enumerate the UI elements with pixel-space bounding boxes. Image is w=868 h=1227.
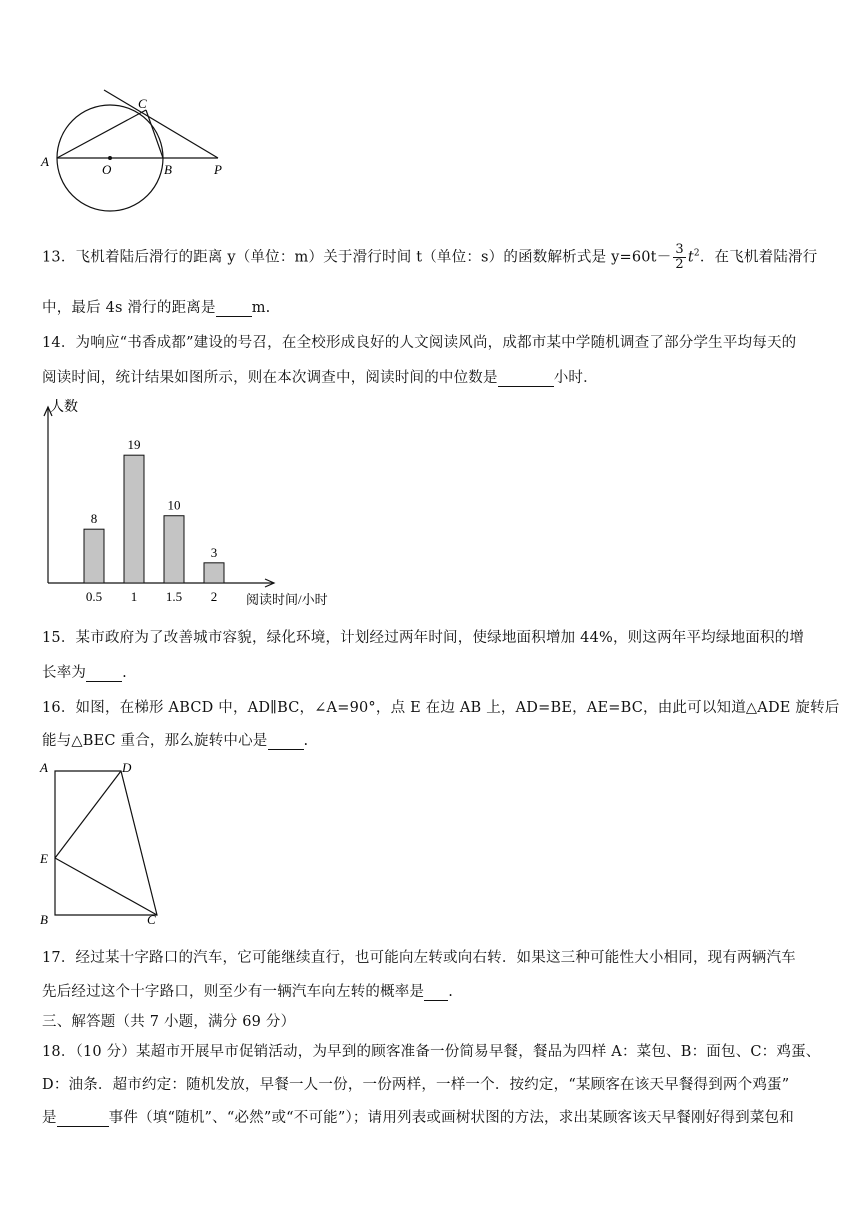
q15-line1	[42, 626, 804, 647]
answer-blank	[86, 667, 122, 682]
fraction-numerator: 3	[675, 242, 684, 257]
label-a: A	[41, 154, 49, 169]
label-c: C	[147, 912, 156, 927]
answer-blank	[424, 986, 448, 1001]
chord-ac	[57, 110, 146, 158]
answer-blank	[498, 372, 554, 387]
answer-blank	[57, 1112, 109, 1127]
label-p: P	[214, 162, 222, 177]
circle-tangent-figure	[38, 88, 238, 218]
x-tick-label: 1	[130, 589, 138, 604]
q17-text-c: .	[448, 984, 454, 1000]
q13-text-a: 13．飞机着陆后滑行的距离 y（单位：m）关于滑行时间 t（单位：s）的函数解析式是 y=60t－	[42, 249, 672, 266]
x-tick-label: 0.5	[85, 589, 103, 604]
label-a: A	[40, 760, 48, 775]
q18-line2	[42, 1073, 789, 1094]
section-heading-text: 三、解答题（共 7 小题，满分 69 分）	[42, 1014, 296, 1030]
q18-line1	[42, 1040, 821, 1061]
bar	[124, 455, 144, 583]
trapezoid-figure	[36, 756, 166, 931]
q15-text-c: .	[122, 665, 127, 681]
q18-line3	[42, 1106, 794, 1127]
bar	[204, 563, 224, 583]
x-axis-label: 阅读时间/小时	[246, 592, 328, 607]
q13-text-c: 中，最后 4s 滑行的距离是	[42, 300, 216, 316]
answer-blank	[216, 302, 252, 317]
q13-text-d: m.	[251, 300, 271, 316]
q17-line2	[42, 980, 453, 1001]
variable-t: t	[687, 249, 694, 266]
fraction	[673, 243, 685, 272]
q16-text-a: 16．如图，在梯形 ABCD 中，AD∥BC，∠A=90°，点 E 在边 AB 上，AD=BE，AE=BC，由此可以知道△ADE 旋转后	[42, 700, 840, 716]
fraction-denominator: 2	[675, 257, 684, 272]
x-tick-label: 2	[210, 589, 218, 604]
trapezoid-abcd	[55, 771, 157, 915]
label-b: B	[40, 912, 48, 927]
exponent: 2	[693, 248, 700, 259]
q16-line1	[42, 696, 839, 717]
data-label: 3	[210, 544, 218, 560]
reading-time-bar-chart	[36, 395, 356, 615]
center-point	[108, 156, 112, 160]
label-c: C	[138, 96, 147, 111]
data-label: 10	[167, 497, 181, 513]
q14-text-b: 阅读时间，统计结果如图所示，则在本次调查中，阅读时间的中位数是	[42, 370, 498, 386]
q18-text-d: 事件（填“随机”、“必然”或“不可能”）；请用列表或画树状图的方法，求出某顾客该天早餐刚好得到菜包和	[108, 1110, 794, 1126]
q17-line1	[42, 946, 796, 967]
q15-text-b: 长率为	[42, 665, 87, 681]
label-b: B	[164, 162, 172, 177]
label-d: D	[122, 760, 132, 775]
q17-text-a: 17．经过某十字路口的汽车，它可能继续直行，也可能向左转或向右转．如果这三种可能性大小相同，现有两辆汽车	[42, 950, 796, 966]
q13-text-b: ．在飞机着陆滑行	[699, 249, 818, 266]
x-tick-label: 1.5	[165, 589, 183, 604]
q13-line2	[42, 296, 270, 317]
q14-line2	[42, 366, 598, 387]
bar	[84, 529, 104, 583]
bar	[164, 516, 184, 583]
q14-text-c: 小时．	[553, 370, 598, 386]
data-label: 19	[127, 437, 141, 453]
y-axis-label: 人数	[50, 400, 78, 415]
q18-text-c: 是	[42, 1110, 57, 1126]
q14-text-a: 14．为响应“书香成都”建设的号召，在全校形成良好的人文阅读风尚，成都市某中学随机调查了部分学生平均每天的	[42, 335, 797, 351]
q16-text-c: .	[303, 733, 309, 749]
section-heading	[42, 1010, 295, 1031]
segment-ec	[55, 858, 157, 915]
q13-line1	[42, 243, 817, 272]
q15-text-a: 15．某市政府为了改善城市容貌，绿化环境，计划经过两年时间，使绿地面积增加 44%，则这两年平均绿地面积的增	[42, 630, 805, 646]
q15-line2	[42, 661, 127, 682]
q17-text-b: 先后经过这个十字路口，则至少有一辆汽车向左转的概率是	[42, 984, 425, 1000]
segment-ed	[55, 771, 121, 858]
label-e: E	[40, 851, 48, 866]
q14-line1	[42, 331, 796, 352]
chord-cb	[146, 110, 163, 158]
q16-text-b: 能与△BEC 重合，那么旋转中心是	[42, 733, 268, 749]
label-o: O	[102, 162, 112, 177]
data-label: 8	[90, 511, 98, 527]
q18-text-a: 18．（10 分）某超市开展早市促销活动，为早到的顾客准备一份简易早餐，餐品为四样 A：菜包、B：面包、C：鸡蛋、	[42, 1044, 821, 1060]
answer-blank	[268, 735, 304, 750]
q18-text-b: D：油条．超市约定：随机发放，早餐一人一份，一份两样，一样一个．按约定，“某顾客在该天早餐得到两个鸡蛋”	[42, 1077, 790, 1093]
q16-line2	[42, 729, 308, 750]
